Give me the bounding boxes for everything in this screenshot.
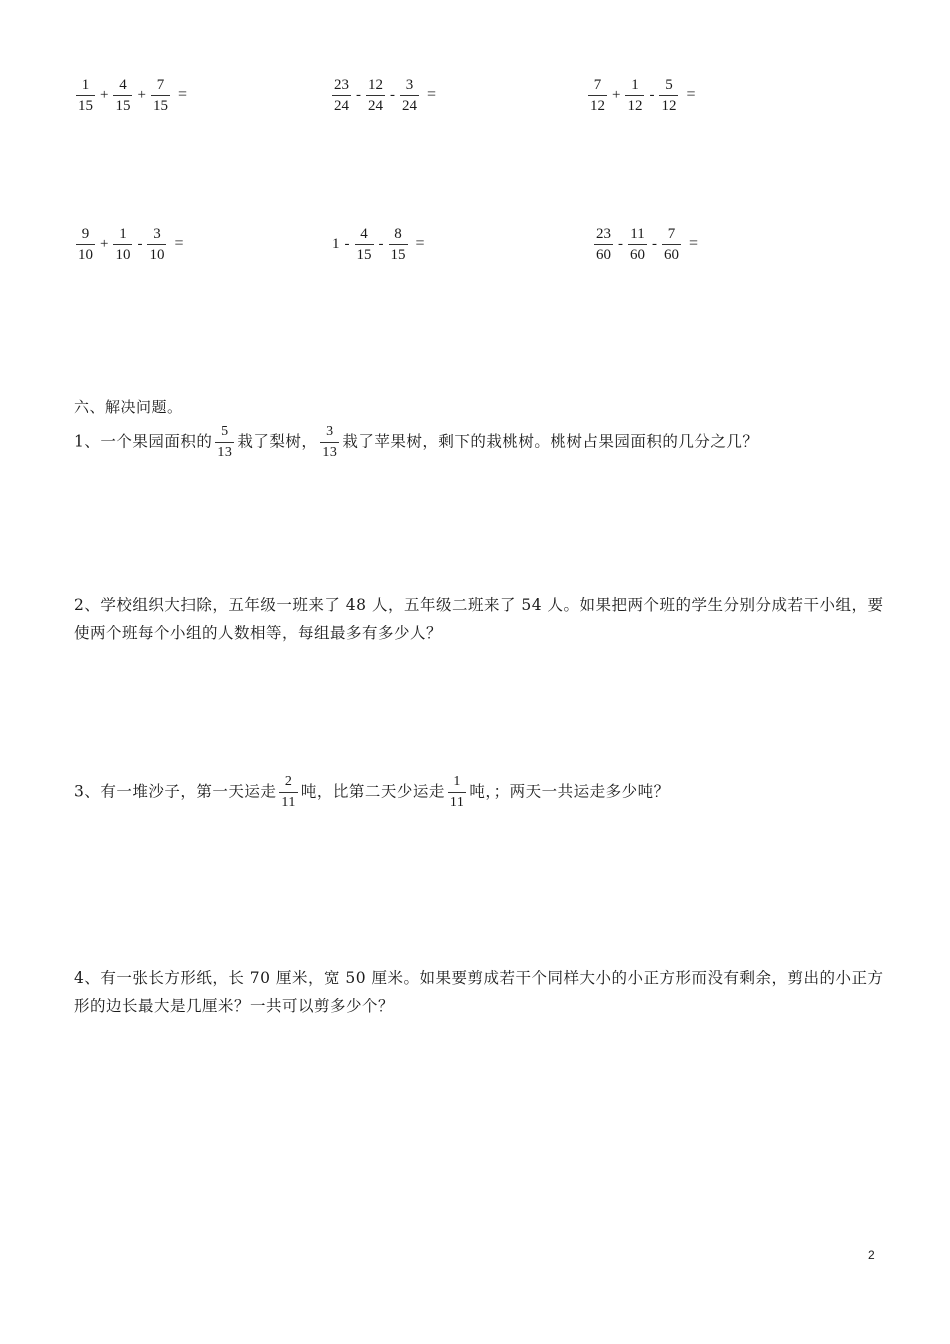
denominator: 15: [390, 246, 406, 263]
problem-3-text-a: 3、有一堆沙子，第一天运走: [74, 782, 277, 801]
numerator: 1: [119, 225, 127, 242]
exercise-1: [74, 72, 187, 118]
fraction: [625, 77, 644, 114]
problem-1-text-b: 栽了梨树，: [237, 432, 318, 451]
denominator: 60: [664, 246, 679, 263]
minus-sign: -: [356, 86, 361, 103]
numerator: 3: [153, 225, 161, 242]
section-title: 六、解决问题。: [74, 398, 183, 416]
problem-2: 2、学校组织大扫除，五年级一班来了 48 人，五年级二班来了 54 人。如果把两个班的学生分别分成若干小组，要使两个班每个小组的人数相等，每组最多有多少人？: [74, 596, 884, 642]
plus-sign: +: [137, 86, 146, 103]
numerator: 7: [667, 225, 676, 242]
fraction: [400, 77, 419, 114]
problem-1-text-c: 栽了苹果树，剩下的栽桃树。桃树占果园面积的几分之几？: [342, 432, 759, 451]
minus-sign: -: [390, 86, 395, 103]
exercise-6: [592, 221, 698, 267]
denominator: 24: [402, 97, 417, 114]
exercise-5: [332, 221, 425, 267]
numerator: 1: [81, 76, 90, 93]
minus-sign: -: [344, 235, 350, 252]
equals-sign: =: [177, 86, 187, 103]
problem-1: [74, 424, 894, 461]
exercise-3: [586, 72, 696, 118]
numerator: 1: [631, 76, 639, 93]
fraction: [147, 226, 166, 263]
equals-sign: =: [686, 86, 696, 103]
plus-sign: +: [612, 86, 621, 103]
problem-3-text-c: 吨，；两天一共运走多少吨？: [469, 782, 670, 801]
denominator: 15: [152, 97, 168, 114]
fraction: [76, 226, 95, 263]
equals-sign: =: [689, 235, 699, 252]
numerator: 4: [360, 225, 368, 242]
minus-sign: -: [649, 86, 655, 103]
equals-sign: =: [174, 235, 184, 252]
problem-3-fraction-1: $\frac{2}{11}$: [281, 774, 296, 810]
denominator: 12: [590, 97, 605, 114]
fraction: [113, 226, 132, 263]
denominator: 15: [78, 97, 93, 114]
numerator: 9: [81, 225, 90, 242]
problem-3: [74, 774, 894, 811]
numerator: 12: [368, 76, 383, 93]
minus-sign: -: [618, 235, 623, 252]
denominator: 15: [115, 97, 131, 114]
denominator: 12: [627, 97, 643, 114]
denominator: 12: [661, 97, 677, 114]
fraction: [628, 226, 647, 263]
numerator: 5: [665, 76, 673, 93]
denominator: 10: [149, 246, 165, 263]
minus-sign: -: [378, 235, 384, 252]
exercise-4: [74, 221, 184, 267]
fraction: [332, 77, 351, 114]
fraction: [151, 77, 170, 114]
fraction: [662, 226, 681, 263]
numerator: 8: [394, 225, 402, 242]
fraction: [76, 77, 95, 114]
fraction: [588, 77, 607, 114]
fraction: [594, 226, 613, 263]
numerator: 23: [334, 76, 349, 93]
denominator: 10: [115, 246, 131, 263]
denominator: 60: [596, 246, 611, 263]
problem-3-fraction-2: $\frac{1}{11}$: [449, 774, 465, 810]
denominator: 24: [368, 97, 383, 114]
problem-1-fraction-2: $\frac{3}{13}$: [322, 424, 338, 460]
fraction: [113, 77, 132, 114]
denominator: 15: [356, 246, 372, 263]
problem-3-text-b: 吨，比第二天少运走: [300, 782, 445, 801]
denominator: 24: [334, 97, 349, 114]
numerator: 11: [630, 225, 645, 242]
fraction: [366, 77, 385, 114]
problem-4: 4、有一张长方形纸，长 70 厘米，宽 50 厘米。如果要剪成若干个同样大小的小正方形而没有剩余，剪出的小正方形的边长最大是几厘米？一共可以剪多少个？: [74, 969, 884, 1015]
fraction: [659, 77, 678, 114]
problem-1-fraction-1: $\frac{5}{13}$: [217, 424, 233, 460]
equals-sign: =: [415, 235, 425, 252]
numerator: 23: [596, 225, 611, 242]
problem-1-text-a: 1、一个果园面积的: [74, 432, 213, 451]
equals-sign: =: [427, 86, 437, 103]
minus-sign: -: [652, 235, 657, 252]
numerator: 7: [593, 76, 602, 93]
plus-sign: +: [100, 86, 109, 103]
denominator: 10: [78, 246, 93, 263]
plus-sign: +: [100, 235, 109, 252]
minus-sign: -: [137, 235, 143, 252]
fraction: [355, 226, 374, 263]
exercise-2: [330, 72, 436, 118]
page-number: 2: [868, 1248, 875, 1262]
whole-number: 1: [332, 235, 340, 252]
numerator: 4: [119, 76, 127, 93]
numerator: 3: [405, 76, 414, 93]
numerator: 7: [156, 76, 165, 93]
denominator: 60: [630, 246, 645, 263]
fraction: [389, 226, 408, 263]
